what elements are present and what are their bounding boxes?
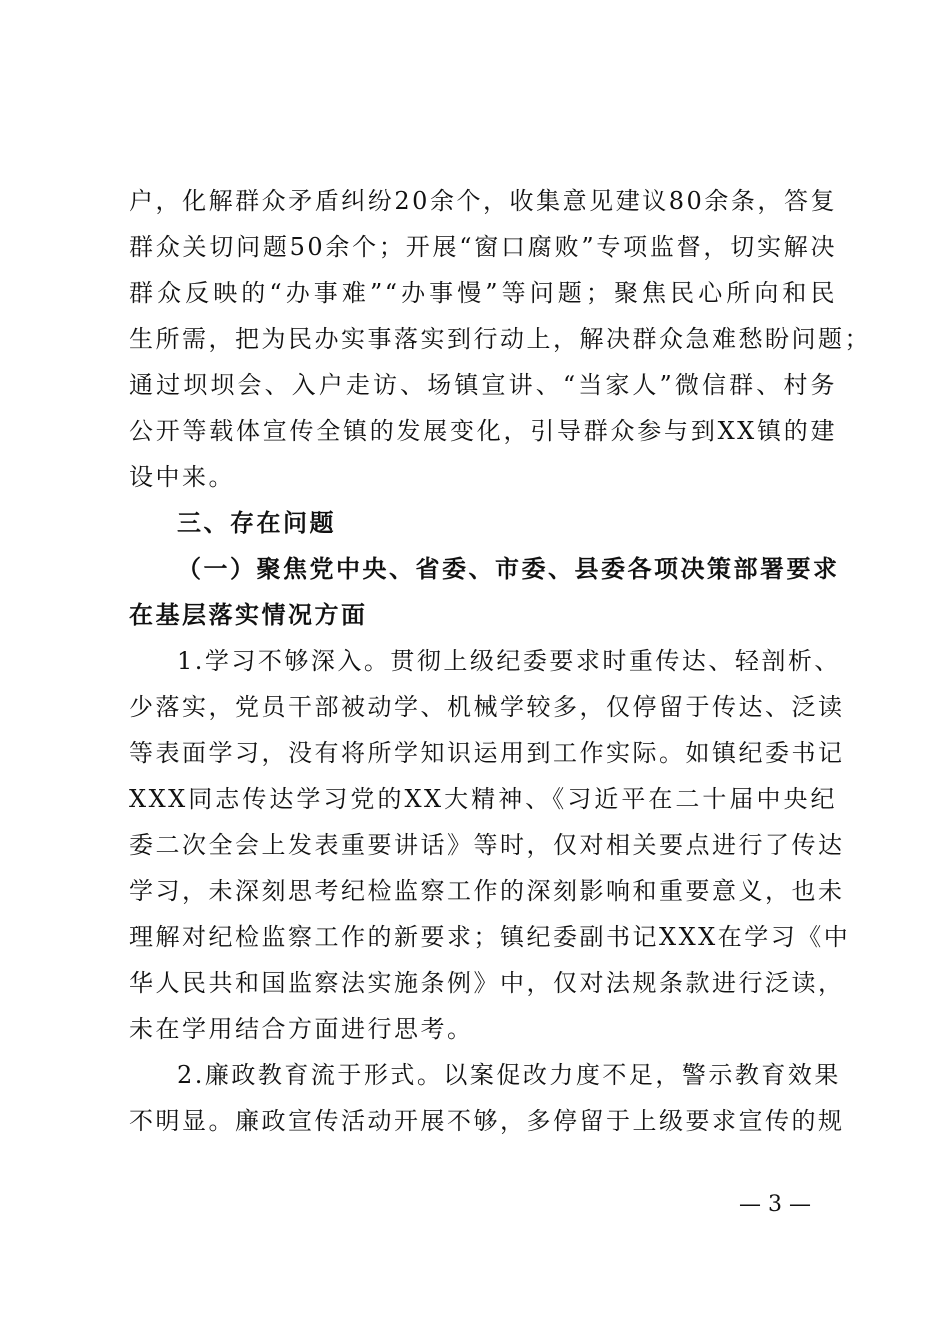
text-line: 公开等载体宣传全镇的发展变化，引导群众参与到XX镇的建 bbox=[129, 417, 837, 445]
page-number: — 3 — bbox=[739, 1192, 811, 1217]
text-line: 未在学用结合方面进行思考。 bbox=[129, 1015, 474, 1043]
text-line: 不明显。廉政宣传活动开展不够，多停留于上级要求宣传的规 bbox=[129, 1107, 845, 1135]
section-heading-text: 三、存在问题 bbox=[177, 509, 336, 537]
text-line: 设中来。 bbox=[129, 463, 235, 491]
text-line: XXX同志传达学习党的XX大精神、《习近平在二十届中央纪 bbox=[129, 785, 837, 813]
text-line: 少落实，党员干部被动学、机械学较多，仅停留于传达、泛读 bbox=[129, 693, 845, 721]
text-line: 1.学习不够深入。贯彻上级纪委要求时重传达、轻剖析、 bbox=[177, 647, 841, 675]
text-line: 委二次全会上发表重要讲话》等时，仅对相关要点进行了传达 bbox=[129, 831, 845, 859]
paragraph-item-2 bbox=[129, 1052, 845, 1144]
text-line: 通过坝坝会、入户走访、场镇宣讲、“当家人”微信群、村务 bbox=[129, 371, 837, 399]
text-line: 学习，未深刻思考纪检监察工作的深刻影响和重要意义，也未 bbox=[129, 877, 845, 905]
paragraph-item-1 bbox=[129, 638, 851, 1052]
text-line: 生所需，把为民办实事落实到行动上，解决群众急难愁盼问题； bbox=[129, 325, 871, 353]
text-line: 户，化解群众矛盾纠纷20余个，收集意见建议80余条，答复 bbox=[129, 187, 837, 215]
text-line: 群众反映的“办事难”“办事慢”等问题；聚焦民心所向和民 bbox=[129, 279, 837, 307]
text-line: 等表面学习，没有将所学知识运用到工作实际。如镇纪委书记 bbox=[129, 739, 845, 767]
text-line: 在基层落实情况方面 bbox=[129, 600, 368, 629]
document-body bbox=[129, 178, 871, 1144]
text-line: 理解对纪检监察工作的新要求；镇纪委副书记XXX在学习《中 bbox=[129, 923, 851, 951]
text-line: 华人民共和国监察法实施条例》中，仅对法规条款进行泛读， bbox=[129, 969, 845, 997]
subsection-heading bbox=[129, 546, 840, 638]
section-heading bbox=[129, 500, 837, 546]
paragraph-continuation bbox=[129, 178, 871, 500]
text-line: 群众关切问题50余个；开展“窗口腐败”专项监督，切实解决 bbox=[129, 233, 837, 261]
text-line: （一）聚焦党中央、省委、市委、县委各项决策部署要求 bbox=[177, 554, 840, 583]
text-line: 2.廉政教育流于形式。以案促改力度不足，警示教育效果 bbox=[177, 1061, 841, 1089]
